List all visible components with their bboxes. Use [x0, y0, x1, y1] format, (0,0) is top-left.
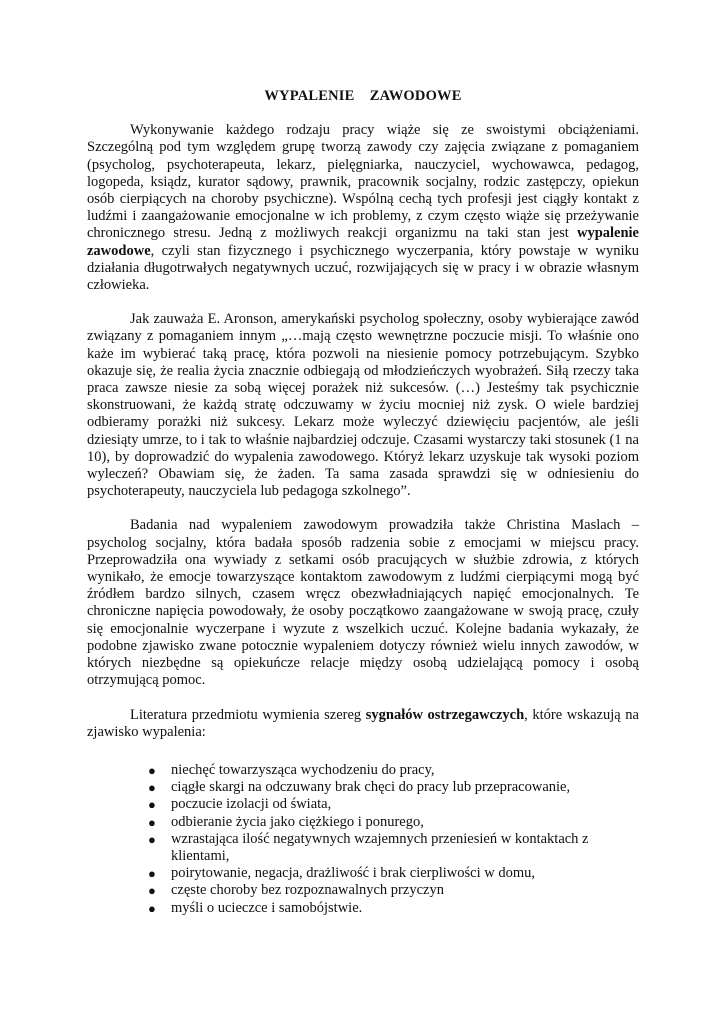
list-item — [148, 865, 639, 882]
document-page — [87, 88, 639, 917]
bullet-icon: ● — [148, 780, 156, 796]
list-item-text: poczucie izolacji od świata, — [171, 796, 332, 813]
bullet-icon: ● — [148, 762, 156, 778]
list-item — [148, 882, 639, 899]
list-item-text: poirytowanie, negacja, drażliwość i brak cierpliwości w domu, — [171, 865, 535, 882]
bullet-icon: ● — [148, 797, 156, 813]
list-item-text: ciągłe skargi na odczuwany brak chęci do pracy lub przepracowanie, — [171, 779, 571, 796]
term-wypalenie-zawodowe: wypalenie zawodowe — [87, 225, 639, 259]
bullet-icon: ● — [148, 883, 156, 899]
list-item — [148, 899, 639, 917]
bullet-icon: ● — [148, 831, 156, 847]
paragraph-warning-text-2: , które wskazują na zjawisko wypalenia: — [87, 706, 639, 740]
warning-signs-list — [87, 762, 639, 917]
paragraph-aronson-quote: Jak zauważa E. Aronson, amerykański psycholog społeczny, osoby wybierające zawód związany z pomaganiem innym „…mają często wewnętrzne poczucie misji. To właśnie ono każe im wybierać taką pracę, która pozwoli na niesienie pomocy potrzebującym. Szybko okazuje się, że realia życia znacznie odbiegają od młodzieńczych wyobrażeń. Siłą rzeczy taka praca zawsze niesie za sobą więcej porażek niż sukcesów. (…) Jesteśmy tak psychicznie skonstruowani, że każdą stratę odczuwamy w życiu mocniej niż zysk. O wiele bardziej odbieramy porażki niż sukcesy. Lekarz może wyleczyć dziewięciu pacjentów, ale jeśli dziesiąty umrze, to i tak to właśnie najbardziej odczuje. Czasami wystarczy taki stosunek (1 na 10), by doprowadzić do wypalenia zawodowego. Któryż lekarz uzyskuje tak wysoki poziom wyleczeń? Obawiam się, że żaden. Ta sama zasada sprawdzi się w odniesieniu do psychoterapeuty, nauczyciela lub pedagoga szkolnego”. — [87, 311, 639, 500]
list-item-text: myśli o ucieczce i samobójstwie. — [171, 899, 363, 916]
list-item-text: wzrastająca ilość negatywnych wzajemnych przeniesień w kontaktach z klientami, — [171, 830, 589, 864]
list-item — [148, 761, 639, 779]
paragraph-warning-text-1: Literatura przedmiotu wymienia szereg — [130, 706, 366, 723]
term-sygnaly-ostrzegawcze: sygnałów ostrzegawczych — [365, 706, 525, 723]
paragraph-maslach-research: Badania nad wypaleniem zawodowym prowadziła także Christina Maslach – psycholog socjalny, która badała sposób radzenia sobie z emocjami w miejscu pracy. Przeprowadziła ona wywiady z setkami osób pracujących w służbie zdrowia, z których wynikało, że emocje towarzyszące kontaktom zawodowym z ludźmi cierpiącymi mogą być źródłem bardzo silnych, czasem wręcz obezwładniających napięć emocjonalnych. Te chroniczne napięcia powodowały, że osoby początkowo zaangażowane w swoją pracę, czuły się emocjonalnie wyczerpane i wyzute z wszelkich uczuć. Kolejne badania wykazały, że podobne zjawisko zwane potocznie wypaleniem dotyczy również wielu innych zawodów, w których niezbędne są opiekuńcze relacje między osobą udzielającą pomocy i osobą otrzymującą pomoc. — [87, 517, 639, 689]
list-item — [148, 830, 639, 865]
paragraph-warning-signs-intro — [87, 707, 639, 741]
list-item — [148, 779, 639, 796]
list-item-text: niechęć towarzysząca wychodzeniu do pracy, — [171, 761, 435, 778]
bullet-icon: ● — [148, 866, 156, 882]
list-item-text: odbieranie życia jako ciężkiego i ponurego, — [171, 813, 424, 830]
bullet-icon: ● — [148, 814, 156, 830]
paragraph-intro-text-2: , czyli stan fizycznego i psychicznego wyczerpania, który powstaje w wyniku działania długotrwałych negatywnych uczuć, rozwijających się w pracy i w obrazie własnym człowieka. — [87, 242, 639, 294]
paragraph-intro-text-1: Wykonywanie każdego rodzaju pracy wiąże się ze swoistymi obciążeniami. Szczególną pod tym względem grupę tworzą zawody czy zajęcia związane z pomaganiem (psycholog, psychoterapeuta, lekarz, pielęgniarka, nauczyciel, wychowawca, pedagog, logopeda, ksiądz, kurator sądowy, prawnik, pracownik socjalny, rodzic zastępczy, opiekun osób cierpiących na choroby psychiczne). Wspólną cechą tych profesji jest ciągły kontakt z ludźmi i zaangażowanie emocjonalne w ich problemy, z czym często wiąże się przeżywanie chronicznego stresu. Jedną z możliwych reakcji organizmu na taki stan jest — [87, 122, 639, 242]
paragraph-intro — [87, 122, 639, 294]
bullet-icon: ● — [148, 900, 156, 916]
list-item — [148, 813, 639, 831]
document-title: WYPALENIE ZAWODOWE — [264, 88, 462, 104]
list-item-text: częste choroby bez rozpoznawalnych przyczyn — [171, 882, 444, 899]
list-item — [148, 796, 639, 813]
